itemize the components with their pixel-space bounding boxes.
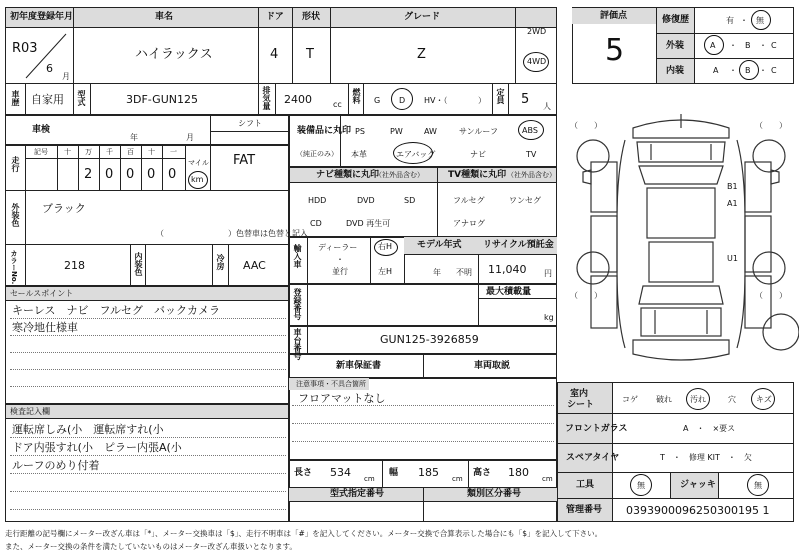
equip-sunroof: サンルーフ xyxy=(459,127,498,136)
import-parallel: 並行 xyxy=(332,267,348,276)
equipment-sublabel: （純正のみ） xyxy=(296,150,338,158)
windshield-value: A ・ ×要ス xyxy=(683,424,736,433)
import-dealer: ディーラー xyxy=(318,243,358,252)
eval-label: 評価点 xyxy=(600,11,628,21)
sales-points-label: セールスポイント xyxy=(10,289,74,298)
left-hand: 左H xyxy=(378,267,393,276)
tv-oneseg: ワンセグ xyxy=(509,196,541,205)
mileage-digit-2: 0 xyxy=(105,167,114,182)
cabin-kizu: キズ xyxy=(756,395,772,404)
height-label: 高さ xyxy=(473,468,492,478)
mileage-sign-label: 記号 xyxy=(34,148,48,156)
displacement-value: 2400 xyxy=(284,93,312,106)
fuel-hv: HV・（ xyxy=(424,96,448,105)
tools-value: 無 xyxy=(637,481,645,490)
cabin-label-2: シート xyxy=(567,400,595,410)
manual-label: 車両取説 xyxy=(474,361,511,371)
model-value: 3DF-GUN125 xyxy=(126,93,198,106)
eval-value: 5 xyxy=(605,33,625,68)
spare-value: T ・ 修理 KIT ・ 欠 xyxy=(660,453,752,462)
cabin-label-1: 室内 xyxy=(570,389,589,399)
import-label: 輸入車 xyxy=(293,244,302,268)
caution-box xyxy=(289,378,557,460)
exterior-b: B xyxy=(745,41,751,50)
jack-value: 無 xyxy=(754,481,762,490)
navi-sub: （社外品含む） xyxy=(375,171,424,179)
inspection-label: 車検 xyxy=(32,125,51,135)
mileage-label: 走行 xyxy=(11,156,20,172)
width-unit: cm xyxy=(452,475,463,483)
inspector-note-line-2: ドア内張すれ(小 ピラー内張A(小 xyxy=(12,441,182,454)
interior-color-label: 内装色 xyxy=(134,252,143,276)
usage-value: 自家用 xyxy=(31,93,64,106)
inspector-note-line-3: ルーフのめり付着 xyxy=(12,459,100,472)
yen-unit: 円 xyxy=(544,269,552,278)
sales-point-line-1: キーレス ナビ フルセグ バックカメラ xyxy=(12,304,221,317)
exterior-c: C xyxy=(771,41,777,50)
mileage-unit-4: 十 xyxy=(148,148,155,156)
equipment-label: 装備品に丸印 xyxy=(297,126,352,136)
footer-line-2: また、メーター交換の条件を満たしていないものはメーター改ざん車扱いとなります。 xyxy=(5,542,297,551)
length-value: 534 xyxy=(330,466,351,479)
model-year-label: モデル年式 xyxy=(417,240,462,250)
car-name-label: 車名 xyxy=(155,12,174,22)
first-reg-month: 6 xyxy=(46,62,53,75)
diagram-bracket-1: （ ） xyxy=(570,121,602,130)
mileage-digit-5: 0 xyxy=(168,167,177,182)
equip-leather: 本革 xyxy=(351,150,367,159)
km-label: km xyxy=(191,175,204,184)
management-value: 0393900096250300195 1 xyxy=(626,504,770,517)
exterior-a: A xyxy=(710,41,716,50)
cc-unit: cc xyxy=(333,100,342,109)
interior-a: A xyxy=(713,66,719,75)
capacity-value: 5 xyxy=(521,92,530,107)
equip-aw: AW xyxy=(424,127,437,136)
warranty-label: 新車保証書 xyxy=(336,361,382,371)
width-value: 185 xyxy=(418,466,439,479)
capacity-label: 定員 xyxy=(496,88,505,104)
model-year-unknown: 不明 xyxy=(456,268,472,277)
cabin-yogore: 汚れ xyxy=(690,395,706,404)
navi-dvd-play: DVD 再生可 xyxy=(346,219,391,228)
equip-abs: ABS xyxy=(522,126,538,135)
mileage-unit-2: 千 xyxy=(106,148,113,156)
usage-label: 車歴 xyxy=(11,90,20,106)
spare-label: スペアタイヤ xyxy=(566,453,620,463)
interior-label: 内装 xyxy=(666,66,685,76)
exterior-dot-1: ・ xyxy=(729,41,737,50)
drive-2wd: 2WD xyxy=(527,27,547,36)
exterior-label: 外装 xyxy=(666,41,685,51)
mile-label: マイル xyxy=(188,159,209,167)
shape-label: 形状 xyxy=(302,12,321,22)
mileage-digit-3: 0 xyxy=(126,167,135,182)
mileage-unit-5: 一 xyxy=(170,148,177,156)
diagram-bracket-4: （ ） xyxy=(755,291,787,300)
mark-a1: A1 xyxy=(727,199,738,208)
month-unit: 月 xyxy=(62,72,70,81)
diagram-bracket-2: （ ） xyxy=(755,121,787,130)
recycle-label: リサイクル預託金 xyxy=(483,240,554,250)
height-unit: cm xyxy=(542,475,553,483)
usage-row xyxy=(5,83,557,115)
tv-fullseg: フルセグ xyxy=(453,196,485,205)
import-dot: ・ xyxy=(336,255,344,264)
repair-no: 無 xyxy=(756,16,764,25)
cooler-label: 冷房 xyxy=(216,254,225,270)
mark-u1: U1 xyxy=(727,254,738,263)
car-diagram xyxy=(563,100,799,375)
footer-line-1: 走行距離の記号欄にメーター改ざん車は「*」、メーター交換車は「$」、走行不明車は「#」を記入してください。メーター交換で合算表示した場合にも「$」を記入して下さい。 xyxy=(5,529,603,538)
interior-dot-2: ・ xyxy=(759,66,767,75)
color-no-value: 218 xyxy=(64,259,85,272)
caution-value: フロアマットなし xyxy=(298,392,386,405)
recycle-value: 11,040 xyxy=(488,263,527,276)
mileage-digit-4: 0 xyxy=(147,167,156,182)
shift-value: FAT xyxy=(233,153,256,168)
car-name-value: ハイラックス xyxy=(135,47,213,62)
mark-b1: B1 xyxy=(727,182,738,191)
length-label: 長さ xyxy=(294,468,313,478)
equip-pw: PW xyxy=(390,127,403,136)
color-no-label: カラーNo. xyxy=(10,250,18,285)
door-label: ドア xyxy=(266,12,284,22)
fuel-d: D xyxy=(399,96,406,105)
color-label: 外装色 xyxy=(11,203,20,227)
repair-dot: ・ xyxy=(740,16,748,25)
color-value: ブラック xyxy=(42,202,86,215)
registration-label: 登録番号 xyxy=(293,288,302,320)
mileage-unit-1: 万 xyxy=(85,148,92,156)
cabin-koge: コゲ xyxy=(622,395,638,404)
equip-navi: ナビ xyxy=(470,150,486,159)
cabin-ana: 穴 xyxy=(728,395,736,404)
interior-c: C xyxy=(771,66,777,75)
equip-airbag: エアバッグ xyxy=(396,150,436,159)
inspection-month-unit: 月 xyxy=(186,133,194,142)
repair-label: 修復歴 xyxy=(662,15,690,25)
diagram-bracket-3: （ ） xyxy=(570,291,602,300)
tv-analog: アナログ xyxy=(453,219,485,228)
length-unit: cm xyxy=(364,475,375,483)
type-label: 型式指定番号 xyxy=(330,489,385,499)
windshield-label: フロントガラス xyxy=(565,424,628,434)
navi-sd: SD xyxy=(404,196,416,205)
header-values-row xyxy=(5,27,557,84)
chassis-label: 車台番号 xyxy=(293,328,302,360)
fuel-label: 燃料 xyxy=(352,88,361,104)
sales-point-line-2: 寒冷地仕様車 xyxy=(12,321,78,334)
first-reg-year: R03 xyxy=(12,41,38,56)
exterior-dot-2: ・ xyxy=(759,41,767,50)
repair-yes: 有 xyxy=(726,16,734,25)
mileage-digit-1: 2 xyxy=(84,167,93,182)
management-label: 管理番号 xyxy=(566,505,603,515)
fuel-g: G xyxy=(374,96,381,105)
color-note: （ ）色替車は色替と記入 xyxy=(156,229,308,238)
shape-value: T xyxy=(306,47,314,62)
chassis-value: GUN125-3926859 xyxy=(380,333,479,346)
interior-b: B xyxy=(745,66,751,75)
interior-dot-1: ・ xyxy=(729,66,737,75)
tv-sub: （社外品含む） xyxy=(507,171,556,179)
grade-value: Z xyxy=(417,47,426,62)
jack-label: ジャッキ xyxy=(680,480,716,490)
mileage-unit-0: 十 xyxy=(64,148,71,156)
inspector-note-line-1: 運転席しみ(小 運転席すれ(小 xyxy=(12,423,164,436)
person-unit: 人 xyxy=(543,102,551,111)
cabin-yabure: 破れ xyxy=(656,395,672,404)
equip-ps: PS xyxy=(355,127,365,136)
tv-label: TV種類に丸印 xyxy=(448,170,507,180)
fuel-close: ） xyxy=(478,96,486,105)
drive-4wd: 4WD xyxy=(527,57,547,66)
navi-dvd: DVD xyxy=(357,196,375,205)
category-label: 類別区分番号 xyxy=(467,489,522,499)
navi-label: ナビ種類に丸印 xyxy=(316,170,380,180)
model-year-unit: 年 xyxy=(433,268,441,277)
displacement-label: 排気量 xyxy=(262,86,271,110)
inspector-notes-label: 検査記入欄 xyxy=(10,407,50,416)
tools-label: 工具 xyxy=(576,480,595,490)
mileage-unit-3: 百 xyxy=(127,148,134,156)
cooler-value: AAC xyxy=(243,259,266,272)
caution-label: 注意事項・不具合箇所 xyxy=(296,380,366,388)
door-value: 4 xyxy=(270,47,279,62)
grade-label: グレード xyxy=(404,12,441,22)
first-reg-label: 初年度登録年月 xyxy=(10,12,74,22)
shift-label: シフト xyxy=(238,119,262,128)
equip-tv: TV xyxy=(526,150,537,159)
height-value: 180 xyxy=(508,466,529,479)
max-load-label: 最大積載量 xyxy=(486,287,532,297)
navi-hdd: HDD xyxy=(308,196,327,205)
navi-cd: CD xyxy=(310,219,322,228)
kg-unit: kg xyxy=(544,313,554,322)
width-label: 幅 xyxy=(389,468,399,478)
right-hand: 右H xyxy=(378,242,393,251)
inspection-year-unit: 年 xyxy=(130,133,138,142)
model-label: 型式 xyxy=(77,90,86,106)
